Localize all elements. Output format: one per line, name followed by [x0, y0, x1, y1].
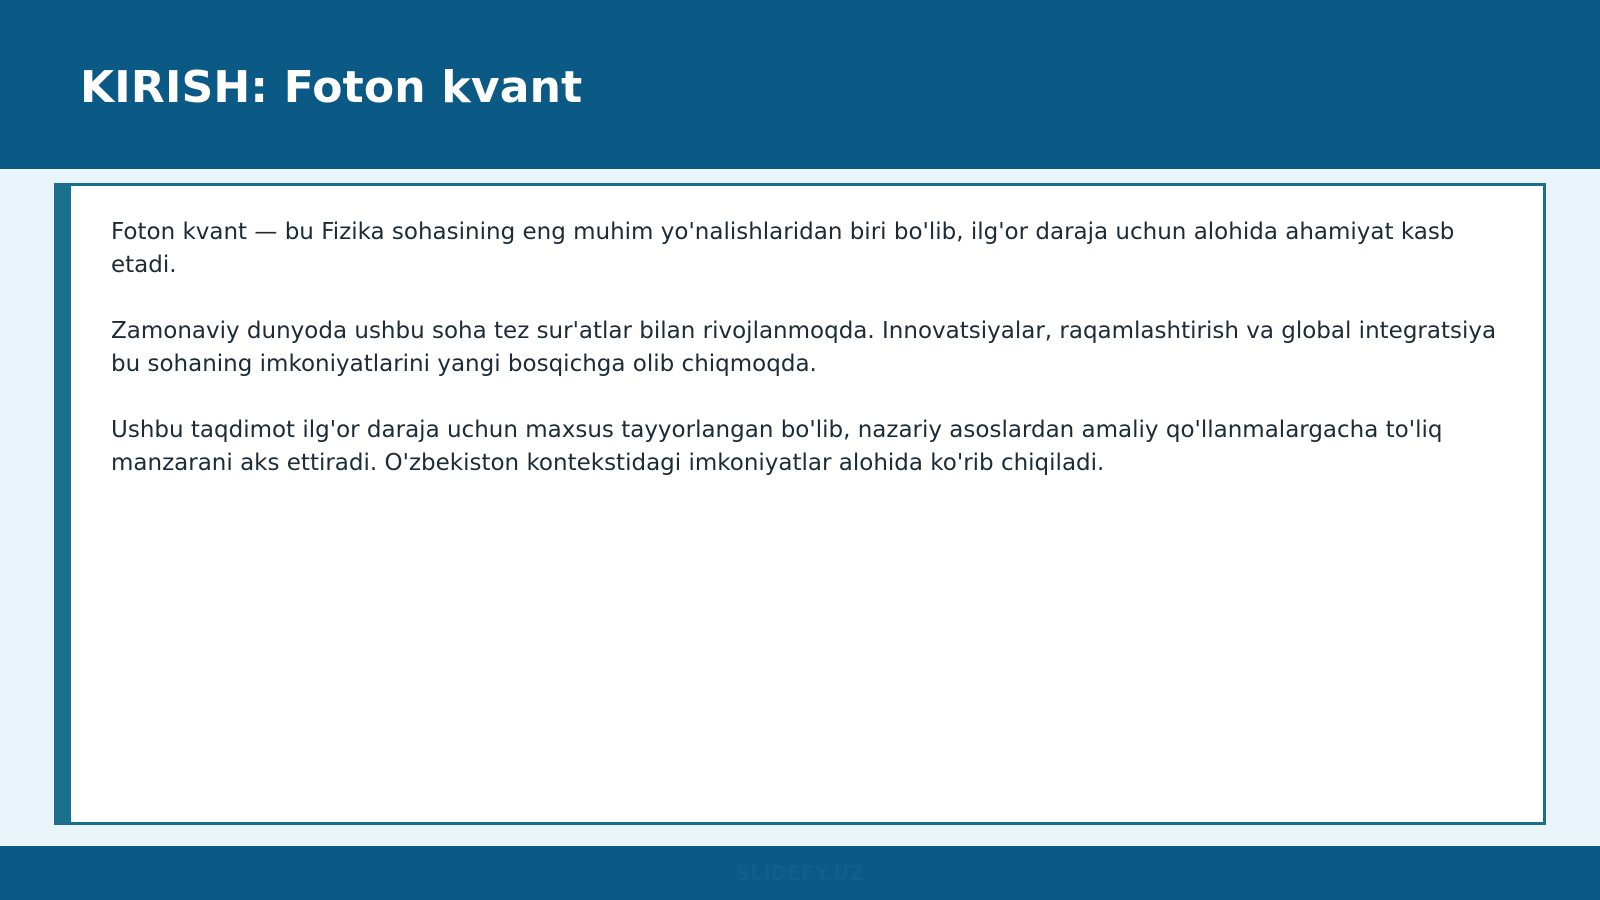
footer-watermark: SLIDEFY.UZ: [735, 861, 865, 885]
content-card: [54, 183, 1546, 825]
presentation-paragraph: Ushbu taqdimot ilg'or daraja uchun maxsus tayyorlangan bo'lib, nazariy asoslardan amaliy qo'llanmalargacha to'liq manzarani aks ettiradi. O'zbekiston kontekstidagi imkoniyatlar alohida ko'rib chiqiladi.: [111, 417, 1443, 476]
slide-title: KIRISH: Foton kvant: [80, 62, 583, 113]
intro-paragraph: Foton kvant — bu Fizika sohasining eng muhim yo'nalishlaridan biri bo'lib, ilg'or daraja uchun alohida ahamiyat kasb etadi.: [111, 219, 1455, 278]
slide-header: [0, 0, 1600, 169]
development-paragraph: Zamonaviy dunyoda ushbu soha tez sur'atlar bilan rivojlanmoqda. Innovatsiyalar, raqamlashtirish va global integratsiya bu sohaning imkoniyatlarini yangi bosqichga olib chiqmoqda.: [111, 318, 1497, 377]
slide-footer: [0, 846, 1600, 900]
